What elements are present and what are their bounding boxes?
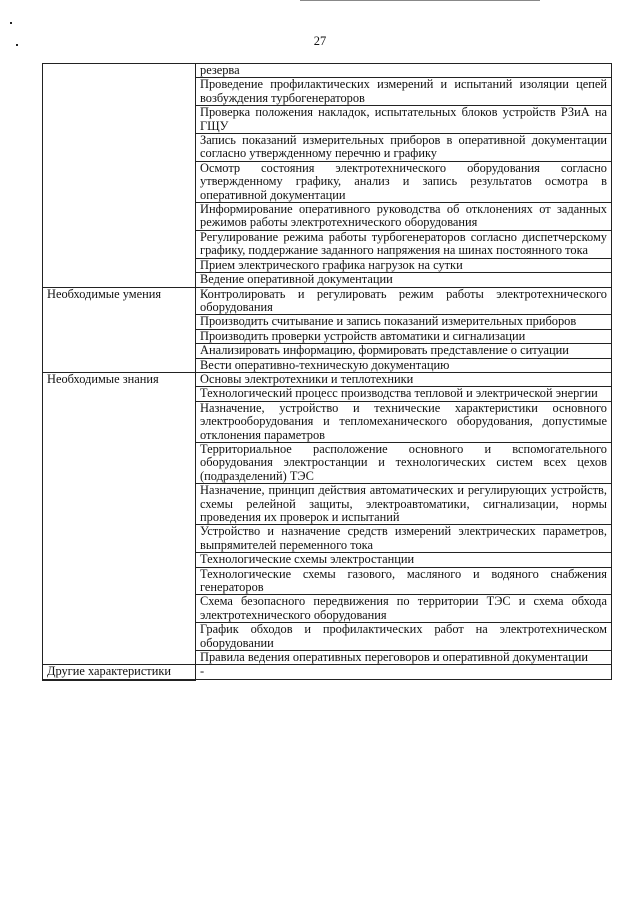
- table-cell-entry: Технологические схемы газового, масляного и водяного снабжения генераторов: [196, 567, 612, 595]
- table-cell-entry: Вести оперативно-техническую документацию: [196, 358, 612, 372]
- table-cell-entry: Производить считывание и запись показаний измерительных приборов: [196, 315, 612, 329]
- table-cell-entry: -: [196, 665, 612, 680]
- section-label: Другие характеристики: [43, 665, 196, 680]
- table-cell-entry: Производить проверки устройств автоматики и сигнализации: [196, 329, 612, 343]
- table-row: [43, 64, 612, 78]
- table-cell-entry: Информирование оперативного руководства об отклонениях от заданных режимов работы электротехнического оборудования: [196, 203, 612, 231]
- scan-speck: [10, 22, 12, 24]
- section-label: Необходимые знания: [43, 372, 196, 665]
- section-label: Необходимые умения: [43, 287, 196, 372]
- table-cell-entry: Технологический процесс производства тепловой и электрической энергии: [196, 387, 612, 401]
- table-cell-entry: Осмотр состояния электротехнического оборудования согласно утвержденному графику, анализ и запись результатов осмотра в оперативной документации: [196, 161, 612, 202]
- table-cell-entry: Ведение оперативной документации: [196, 273, 612, 287]
- table-cell-entry: Запись показаний измерительных приборов в оперативной документации согласно утвержденному перечню и графику: [196, 134, 612, 162]
- table-cell-entry: Территориальное расположение основного и вспомогательного оборудования электростанции и технологических систем всех цехов (подразделений) ТЭС: [196, 442, 612, 483]
- table-cell-entry: Регулирование режима работы турбогенераторов согласно диспетчерскому графику, поддержание заданного напряжения на шинах постоянного тока: [196, 230, 612, 258]
- table-cell-entry: Схема безопасного передвижения по территории ТЭС и схема обхода электротехнического оборудования: [196, 595, 612, 623]
- table-cell-entry: Анализировать информацию, формировать представление о ситуации: [196, 344, 612, 358]
- table-row: [43, 665, 612, 680]
- table-cell-entry: Назначение, принцип действия автоматических и регулирующих устройств, схемы релейной защиты, электроавтоматики, сигнализации, нормы проведения их проверок и испытаний: [196, 484, 612, 525]
- table-cell-entry: Правила ведения оперативных переговоров и оперативной документации: [196, 651, 612, 665]
- table-cell-entry: Проверка положения накладок, испытательных блоков устройств РЗиА на ГЩУ: [196, 106, 612, 134]
- table-row: [43, 287, 612, 315]
- table-cell-entry: Технологические схемы электростанции: [196, 553, 612, 567]
- table-row: [43, 372, 612, 386]
- table-cell-entry: График обходов и профилактических работ на электротехническом оборудовании: [196, 623, 612, 651]
- section-label: [43, 64, 196, 288]
- scan-top-edge-line: [300, 0, 540, 1]
- competency-table: [42, 63, 612, 681]
- table-cell-entry: Устройство и назначение средств измерений электрических параметров, выпрямителей переменного тока: [196, 525, 612, 553]
- table-cell-entry: Назначение, устройство и технические характеристики основного электрооборудования и тепломеханического оборудования, допустимые отклонения параметров: [196, 401, 612, 442]
- table-cell-entry: Контролировать и регулировать режим работы электротехнического оборудования: [196, 287, 612, 315]
- table-cell-entry: Основы электротехники и теплотехники: [196, 372, 612, 386]
- page-number: 27: [313, 34, 327, 48]
- table-cell-entry: Прием электрического графика нагрузок на сутки: [196, 258, 612, 272]
- table-cell-entry: резерва: [196, 64, 612, 78]
- table-cell-entry: Проведение профилактических измерений и испытаний изоляции цепей возбуждения турбогенераторов: [196, 78, 612, 106]
